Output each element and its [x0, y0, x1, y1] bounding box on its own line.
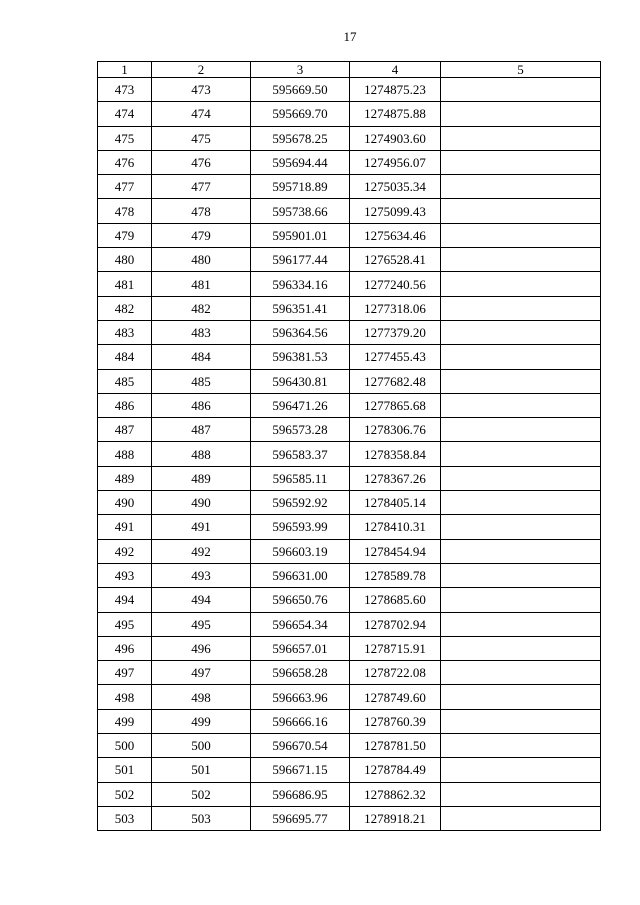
table-cell-col-1: 475 — [98, 126, 152, 150]
table-cell-col-1: 493 — [98, 563, 152, 587]
table-cell-col-4: 1278405.14 — [350, 491, 441, 515]
table-cell-col-1: 501 — [98, 758, 152, 782]
table-cell-col-4: 1277865.68 — [350, 393, 441, 417]
table-cell-col-5 — [441, 223, 601, 247]
table-cell-col-5 — [441, 734, 601, 758]
table-row — [98, 515, 601, 539]
table-cell-col-4: 1278784.49 — [350, 758, 441, 782]
table-cell-col-2: 501 — [152, 758, 251, 782]
table-row — [98, 563, 601, 587]
table-cell-col-1: 502 — [98, 782, 152, 806]
table-cell-col-3: 596585.11 — [251, 466, 350, 490]
table-cell-col-4: 1275634.46 — [350, 223, 441, 247]
table-cell-col-3: 596695.77 — [251, 806, 350, 830]
table-cell-col-1: 485 — [98, 369, 152, 393]
table-row — [98, 175, 601, 199]
table-cell-col-1: 496 — [98, 636, 152, 660]
table-cell-col-4: 1278715.91 — [350, 636, 441, 660]
table-row — [98, 734, 601, 758]
table-cell-col-4: 1278358.84 — [350, 442, 441, 466]
table-cell-col-1: 477 — [98, 175, 152, 199]
table-cell-col-4: 1276528.41 — [350, 248, 441, 272]
table-cell-col-2: 499 — [152, 709, 251, 733]
table-cell-col-5 — [441, 248, 601, 272]
table-cell-col-4: 1274875.88 — [350, 102, 441, 126]
table-cell-col-1: 500 — [98, 734, 152, 758]
table-cell-col-3: 596654.34 — [251, 612, 350, 636]
table-cell-col-5 — [441, 102, 601, 126]
table-cell-col-5 — [441, 126, 601, 150]
table-row — [98, 418, 601, 442]
table-cell-col-3: 596658.28 — [251, 661, 350, 685]
table-cell-col-4: 1277240.56 — [350, 272, 441, 296]
table-cell-col-3: 596603.19 — [251, 539, 350, 563]
table-row — [98, 150, 601, 174]
table-cell-col-3: 596657.01 — [251, 636, 350, 660]
table-cell-col-3: 596177.44 — [251, 248, 350, 272]
table-cell-col-1: 479 — [98, 223, 152, 247]
table-cell-col-4: 1278781.50 — [350, 734, 441, 758]
table-cell-col-4: 1278918.21 — [350, 806, 441, 830]
table-cell-col-4: 1274956.07 — [350, 150, 441, 174]
table-cell-col-3: 596471.26 — [251, 393, 350, 417]
table-cell-col-1: 503 — [98, 806, 152, 830]
table-cell-col-2: 485 — [152, 369, 251, 393]
table-row — [98, 636, 601, 660]
table-cell-col-3: 596351.41 — [251, 296, 350, 320]
table-row — [98, 320, 601, 344]
table-cell-col-5 — [441, 199, 601, 223]
table-cell-col-1: 491 — [98, 515, 152, 539]
column-header-1: 1 — [98, 62, 152, 78]
table-cell-col-1: 473 — [98, 78, 152, 102]
table-cell-col-3: 596573.28 — [251, 418, 350, 442]
table-cell-col-1: 488 — [98, 442, 152, 466]
table-row — [98, 758, 601, 782]
table-row — [98, 685, 601, 709]
table-cell-col-5 — [441, 636, 601, 660]
table-cell-col-3: 595718.89 — [251, 175, 350, 199]
table-cell-col-4: 1278749.60 — [350, 685, 441, 709]
table-cell-col-4: 1278862.32 — [350, 782, 441, 806]
table-cell-col-5 — [441, 78, 601, 102]
table-row — [98, 466, 601, 490]
table-cell-col-4: 1277455.43 — [350, 345, 441, 369]
table-row — [98, 782, 601, 806]
table-cell-col-3: 596583.37 — [251, 442, 350, 466]
table-row — [98, 442, 601, 466]
table-cell-col-4: 1278722.08 — [350, 661, 441, 685]
coordinates-table — [97, 61, 601, 831]
table-cell-col-4: 1275035.34 — [350, 175, 441, 199]
table-cell-col-1: 492 — [98, 539, 152, 563]
table-cell-col-4: 1277379.20 — [350, 320, 441, 344]
table-row — [98, 588, 601, 612]
table-row — [98, 709, 601, 733]
table-cell-col-1: 497 — [98, 661, 152, 685]
table-cell-col-3: 596650.76 — [251, 588, 350, 612]
table-cell-col-3: 596686.95 — [251, 782, 350, 806]
table-cell-col-1: 499 — [98, 709, 152, 733]
table-cell-col-1: 480 — [98, 248, 152, 272]
table-cell-col-2: 482 — [152, 296, 251, 320]
table-cell-col-5 — [441, 442, 601, 466]
table-cell-col-3: 595901.01 — [251, 223, 350, 247]
table-cell-col-3: 596334.16 — [251, 272, 350, 296]
column-header-4: 4 — [350, 62, 441, 78]
table-row — [98, 102, 601, 126]
table-cell-col-1: 498 — [98, 685, 152, 709]
table-cell-col-4: 1275099.43 — [350, 199, 441, 223]
table-cell-col-1: 495 — [98, 612, 152, 636]
table-cell-col-3: 596430.81 — [251, 369, 350, 393]
table-cell-col-1: 481 — [98, 272, 152, 296]
table-cell-col-5 — [441, 418, 601, 442]
table-cell-col-1: 474 — [98, 102, 152, 126]
table-cell-col-4: 1278410.31 — [350, 515, 441, 539]
table-cell-col-2: 488 — [152, 442, 251, 466]
table-cell-col-1: 484 — [98, 345, 152, 369]
table-cell-col-1: 494 — [98, 588, 152, 612]
table-cell-col-2: 497 — [152, 661, 251, 685]
table-cell-col-2: 483 — [152, 320, 251, 344]
table-cell-col-5 — [441, 150, 601, 174]
table-row — [98, 393, 601, 417]
table-cell-col-5 — [441, 175, 601, 199]
table-cell-col-3: 596670.54 — [251, 734, 350, 758]
table-cell-col-2: 489 — [152, 466, 251, 490]
table-cell-col-5 — [441, 806, 601, 830]
table-cell-col-2: 475 — [152, 126, 251, 150]
table-row — [98, 491, 601, 515]
table-cell-col-2: 479 — [152, 223, 251, 247]
table-cell-col-5 — [441, 466, 601, 490]
table-cell-col-4: 1278760.39 — [350, 709, 441, 733]
table-cell-col-2: 481 — [152, 272, 251, 296]
table-row — [98, 78, 601, 102]
table-row — [98, 612, 601, 636]
table-cell-col-4: 1278306.76 — [350, 418, 441, 442]
table-cell-col-1: 490 — [98, 491, 152, 515]
table-cell-col-1: 483 — [98, 320, 152, 344]
table-cell-col-5 — [441, 345, 601, 369]
table-cell-col-2: 487 — [152, 418, 251, 442]
table-row — [98, 806, 601, 830]
table-cell-col-3: 595694.44 — [251, 150, 350, 174]
column-header-3: 3 — [251, 62, 350, 78]
table-cell-col-3: 596671.15 — [251, 758, 350, 782]
table-row — [98, 539, 601, 563]
table-cell-col-2: 486 — [152, 393, 251, 417]
table-cell-col-4: 1278685.60 — [350, 588, 441, 612]
table-cell-col-5 — [441, 393, 601, 417]
table-cell-col-5 — [441, 563, 601, 587]
table-cell-col-3: 595669.70 — [251, 102, 350, 126]
table-row — [98, 369, 601, 393]
table-cell-col-1: 487 — [98, 418, 152, 442]
table-cell-col-3: 596381.53 — [251, 345, 350, 369]
table-cell-col-5 — [441, 758, 601, 782]
table-cell-col-2: 493 — [152, 563, 251, 587]
table-row — [98, 272, 601, 296]
table-cell-col-5 — [441, 661, 601, 685]
table-cell-col-2: 502 — [152, 782, 251, 806]
table-cell-col-2: 498 — [152, 685, 251, 709]
table-cell-col-3: 596364.56 — [251, 320, 350, 344]
table-cell-col-4: 1274903.60 — [350, 126, 441, 150]
table-cell-col-4: 1278589.78 — [350, 563, 441, 587]
table-cell-col-2: 473 — [152, 78, 251, 102]
table-cell-col-3: 596666.16 — [251, 709, 350, 733]
table-cell-col-2: 494 — [152, 588, 251, 612]
table-row — [98, 661, 601, 685]
table-header-row — [98, 62, 601, 78]
table-row — [98, 345, 601, 369]
table-cell-col-4: 1278702.94 — [350, 612, 441, 636]
table-cell-col-5 — [441, 296, 601, 320]
table-cell-col-4: 1277318.06 — [350, 296, 441, 320]
table-cell-col-2: 492 — [152, 539, 251, 563]
table-cell-col-2: 480 — [152, 248, 251, 272]
table-row — [98, 296, 601, 320]
table-cell-col-5 — [441, 369, 601, 393]
table-cell-col-2: 478 — [152, 199, 251, 223]
table-cell-col-2: 477 — [152, 175, 251, 199]
table-row — [98, 248, 601, 272]
table-cell-col-5 — [441, 588, 601, 612]
table-cell-col-1: 478 — [98, 199, 152, 223]
table-cell-col-2: 476 — [152, 150, 251, 174]
table-cell-col-2: 496 — [152, 636, 251, 660]
table-cell-col-2: 491 — [152, 515, 251, 539]
column-header-2: 2 — [152, 62, 251, 78]
table-cell-col-2: 503 — [152, 806, 251, 830]
table-cell-col-3: 596663.96 — [251, 685, 350, 709]
column-header-5: 5 — [441, 62, 601, 78]
table-cell-col-5 — [441, 272, 601, 296]
table-cell-col-3: 595738.66 — [251, 199, 350, 223]
table-cell-col-4: 1278367.26 — [350, 466, 441, 490]
table-row — [98, 223, 601, 247]
table-cell-col-1: 476 — [98, 150, 152, 174]
table-cell-col-2: 474 — [152, 102, 251, 126]
table-cell-col-5 — [441, 782, 601, 806]
table-cell-col-5 — [441, 539, 601, 563]
table-cell-col-5 — [441, 515, 601, 539]
table-cell-col-3: 595678.25 — [251, 126, 350, 150]
table-row — [98, 126, 601, 150]
table-cell-col-4: 1278454.94 — [350, 539, 441, 563]
table-cell-col-5 — [441, 491, 601, 515]
table-cell-col-5 — [441, 685, 601, 709]
table-cell-col-2: 500 — [152, 734, 251, 758]
table-cell-col-3: 595669.50 — [251, 78, 350, 102]
table-cell-col-5 — [441, 612, 601, 636]
table-cell-col-5 — [441, 709, 601, 733]
table-cell-col-1: 482 — [98, 296, 152, 320]
table-cell-col-3: 596592.92 — [251, 491, 350, 515]
table-cell-col-1: 486 — [98, 393, 152, 417]
table-cell-col-2: 484 — [152, 345, 251, 369]
table-row — [98, 199, 601, 223]
table-cell-col-1: 489 — [98, 466, 152, 490]
table-cell-col-4: 1274875.23 — [350, 78, 441, 102]
table-cell-col-4: 1277682.48 — [350, 369, 441, 393]
page-number: 17 — [343, 29, 357, 44]
table-body — [98, 78, 601, 831]
table-cell-col-3: 596593.99 — [251, 515, 350, 539]
table-cell-col-3: 596631.00 — [251, 563, 350, 587]
table-cell-col-5 — [441, 320, 601, 344]
table-cell-col-2: 490 — [152, 491, 251, 515]
table-cell-col-2: 495 — [152, 612, 251, 636]
